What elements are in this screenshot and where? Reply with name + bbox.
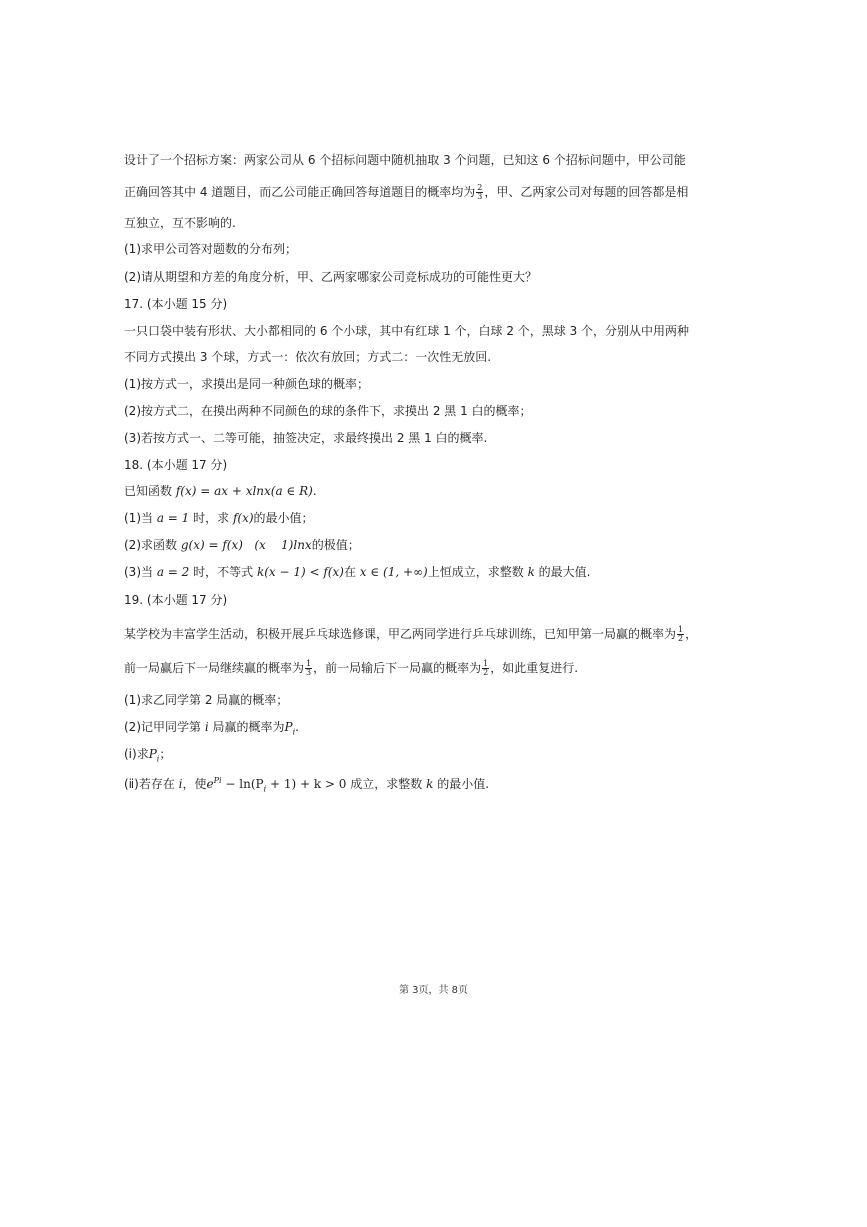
text: (2)请从期望和方差的角度分析，甲、乙两家哪家公司竞标成功的可能性更大？ bbox=[124, 270, 538, 284]
math-expression: i bbox=[178, 777, 183, 791]
text: 不同方式摸出 3 个球，方式一：依次有放回；方式二：一次性无放回. bbox=[124, 350, 492, 364]
text: 某学校为丰富学生活动，积极开展乒乓球选修课，甲乙两同学进行乒乓球训练，已知甲第一局赢的概率为 bbox=[124, 627, 677, 641]
q19-part-2-i bbox=[124, 745, 744, 768]
q17-part-3 bbox=[124, 429, 744, 447]
text: (2)按方式二，在摸出两种不同颜色的球的条件下，求摸出 2 黑 1 白的概率； bbox=[124, 404, 532, 418]
text: 在 bbox=[343, 565, 360, 579]
fraction-numerator: 1 bbox=[483, 659, 489, 668]
text: ， bbox=[685, 627, 698, 641]
text: ，前一局输后下一局赢的概率为 bbox=[313, 661, 482, 675]
text: 的极值； bbox=[311, 538, 360, 552]
page-footer: 第 3页，共 8页 bbox=[398, 985, 469, 996]
math-expression: k bbox=[527, 565, 535, 579]
fraction-denominator: 2 bbox=[483, 668, 489, 677]
q18-header bbox=[124, 456, 744, 474]
fraction-numerator: 1 bbox=[306, 659, 312, 668]
fraction bbox=[305, 660, 312, 677]
fraction-numerator: 1 bbox=[678, 625, 684, 634]
fraction bbox=[476, 184, 483, 201]
math-superscript: Pi bbox=[213, 776, 222, 785]
math-expression: a = 2 bbox=[156, 565, 190, 579]
text: 上恒成立，求整数 bbox=[427, 565, 528, 579]
text: 一只口袋中装有形状、大小都相同的 6 个小球，其中有红球 1 个，白球 2 个，黑球 3 个，分别从中用两种 bbox=[124, 324, 690, 338]
q18-part-1 bbox=[124, 509, 744, 527]
math-expression: + 1) + k > 0 bbox=[266, 777, 347, 791]
math-expression: k bbox=[426, 777, 434, 791]
math-expression: i bbox=[204, 720, 209, 734]
q19-part-2-ii bbox=[124, 772, 744, 798]
text: 时，不等式 bbox=[189, 565, 257, 579]
fraction bbox=[482, 660, 489, 677]
q16-part-1 bbox=[124, 240, 744, 258]
text: (ⅱ)若存在 bbox=[124, 777, 179, 791]
text: (2)记甲同学第 bbox=[124, 720, 205, 734]
math-subscript: i bbox=[156, 754, 160, 764]
text: (1)求乙同学第 2 局赢的概率； bbox=[124, 693, 289, 707]
text: 已知函数 bbox=[124, 484, 176, 498]
text: 互独立，互不影响的. bbox=[124, 216, 236, 230]
text: 的最小值. bbox=[433, 777, 490, 791]
math-expression: e bbox=[206, 777, 214, 791]
text: 前一局赢后下一局继续赢的概率为 bbox=[124, 661, 305, 675]
math-expression: P bbox=[284, 720, 293, 734]
text: 19. (本小题 17 分) bbox=[124, 593, 228, 607]
q18-part-3 bbox=[124, 563, 744, 581]
q19-intro-line-1 bbox=[124, 625, 744, 643]
text: (3)若按方式一、二等可能，抽签决定，求最终摸出 2 黑 1 白的概率. bbox=[124, 431, 488, 445]
q16-part-2 bbox=[124, 268, 744, 286]
text: . bbox=[295, 720, 299, 734]
q16-intro-line-2 bbox=[124, 183, 744, 201]
text: (ⅰ)求 bbox=[124, 747, 149, 761]
text: 18. (本小题 17 分) bbox=[124, 458, 228, 472]
q18-part-2 bbox=[124, 536, 744, 554]
q17-intro-line-2 bbox=[124, 348, 744, 366]
fraction-denominator: 3 bbox=[306, 668, 312, 677]
fraction-numerator: 2 bbox=[477, 183, 483, 192]
q19-part-2 bbox=[124, 718, 744, 741]
q19-part-1 bbox=[124, 691, 744, 709]
text: 局赢的概率为 bbox=[208, 720, 285, 734]
math-subscript: i bbox=[263, 784, 267, 794]
text: ； bbox=[159, 747, 172, 761]
q18-intro bbox=[124, 482, 744, 500]
math-subscript: i bbox=[292, 727, 296, 737]
text: 17. (本小题 15 分) bbox=[124, 297, 228, 311]
text: (1)求甲公司答对题数的分布列； bbox=[124, 242, 297, 256]
q17-header bbox=[124, 295, 744, 313]
text: (1)当 bbox=[124, 511, 157, 525]
q16-intro-line-3 bbox=[124, 214, 744, 232]
text: 时，求 bbox=[189, 511, 233, 525]
text: 设计了一个招标方案：两家公司从 6 个招标问题中随机抽取 3 个问题，已知这 6 个招标问题中，甲公司能 bbox=[124, 153, 686, 167]
math-expression: a = 1 bbox=[156, 511, 190, 525]
q16-intro-line-1 bbox=[124, 151, 744, 169]
math-expression: − ln(P bbox=[221, 777, 264, 791]
q19-header bbox=[124, 591, 744, 609]
fraction bbox=[677, 626, 684, 643]
text: ，如此重复进行. bbox=[490, 661, 579, 675]
text: ，甲、乙两家公司对每题的回答都是相 bbox=[484, 185, 689, 199]
text: (3)当 bbox=[124, 565, 157, 579]
text: (1)按方式一，求摸出是同一种颜色球的概率； bbox=[124, 377, 369, 391]
math-expression: x ∈ (1, +∞) bbox=[359, 565, 428, 579]
math-expression: f(x) bbox=[232, 511, 254, 525]
q19-intro-line-2 bbox=[124, 659, 744, 677]
q17-part-1 bbox=[124, 375, 744, 393]
math-expression: P bbox=[148, 747, 157, 761]
text: 的最小值； bbox=[253, 511, 314, 525]
q17-intro-line-1 bbox=[124, 322, 744, 340]
text: . bbox=[312, 484, 317, 498]
math-expression: k(x − 1) < f(x) bbox=[256, 565, 344, 579]
text: (2)求函数 bbox=[124, 538, 181, 552]
q17-part-2 bbox=[124, 402, 744, 420]
text: 的最大值. bbox=[534, 565, 591, 579]
text: 成立，求整数 bbox=[346, 777, 427, 791]
fraction-denominator: 3 bbox=[477, 192, 483, 201]
text: ，使 bbox=[182, 777, 207, 791]
math-expression: g(x) = f(x) (x 1)lnx bbox=[180, 538, 312, 552]
fraction-denominator: 2 bbox=[678, 634, 684, 643]
math-expression: f(x) = ax + xlnx(a ∈ R) bbox=[175, 484, 313, 498]
text: 正确回答其中 4 道题目，而乙公司能正确回答每道题目的概率均为 bbox=[124, 185, 476, 199]
